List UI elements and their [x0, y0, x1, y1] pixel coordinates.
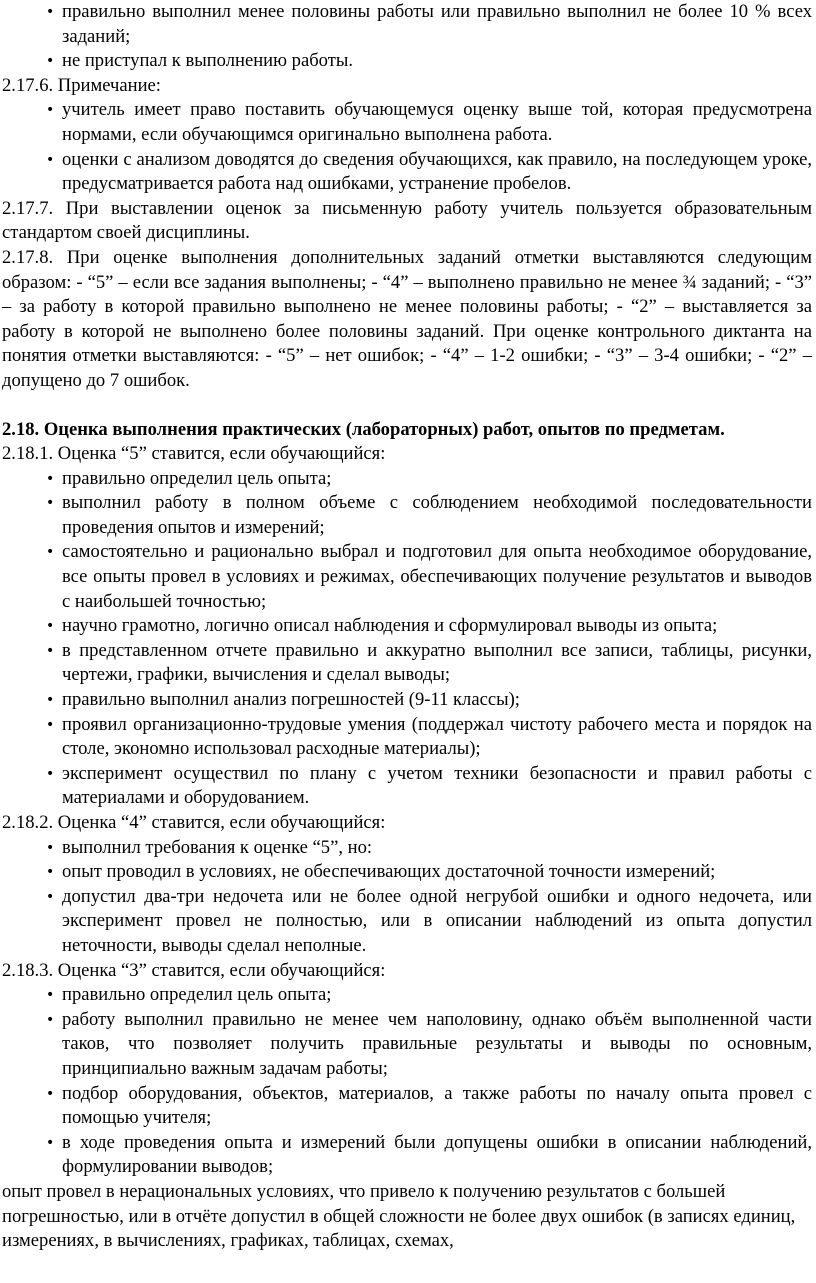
paragraph-2-18-3: 2.18.3. Оценка “3” ставится, если обучающийся:	[2, 959, 386, 981]
list-item: • эксперимент осуществил по плану с учетом техники безопасности и правил работы с материалами и оборудованием.	[2, 762, 812, 811]
list-item: • допустил два-три недочета или не более одной негрубой ошибки и одного недочета, или эксперимент провел не полностью, или в описании наблюдений из опыта допустил неточности, выводы сделал неполные.	[2, 885, 812, 959]
list-item: • учитель имеет право поставить обучающемуся оценку выше той, которая предусмотрена нормами, если обучающимся оригинально выполнена работа.	[2, 98, 812, 147]
list-item: • правильно выполнил менее половины работы или правильно выполнил не более 10 % всех заданий;	[2, 0, 812, 49]
list-item: • подбор оборудования, объектов, материалов, а также работы по началу опыта провел с помощью учителя;	[2, 1082, 812, 1131]
paragraph-2-17-6: 2.17.6. Примечание:	[2, 74, 161, 96]
paragraph-final: опыт провел в нерациональных условиях, что привело к получению результатов с большей погрешностью, или в отчёте допустил в общей сложности не более двух ошибок (в записях единиц, измерениях, в вычислениях, графиках, таблицах, схемах,	[2, 1180, 796, 1252]
list-item: • правильно выполнил анализ погрешностей (9-11 классы);	[2, 688, 812, 713]
list-item: • работу выполнил правильно не менее чем наполовину, однако объём выполненной части таков, что позволяет получить правильные результаты и выводы по основным, принципиально важным задачам работы;	[2, 1008, 812, 1082]
section-heading-2-18: 2.18. Оценка выполнения практических (лабораторных) работ, опытов по предметам.	[2, 418, 725, 440]
paragraph-2-17-8: 2.17.8. При оценке выполнения дополнительных заданий отметки выставляются следующим образом: - “5” – если все задания выполнены; - “4” – выполнено правильно не менее ¾ заданий; - “3” – за работу в которой правильно выполнено не менее половины работы; - “2” – выставляется за работу в которой не выполнено более половины заданий. При оценке контрольного диктанта на понятия отметки выставляются: - “5” – нет ошибок; - “4” – 1-2 ошибки; - “3” – 3-4 ошибки; - “2” – допущено до 7 ошибок.	[2, 246, 812, 391]
list-item: • в ходе проведения опыта и измерений были допущены ошибки в описании наблюдений, формулировании выводов;	[2, 1131, 812, 1180]
list-item: • правильно определил цель опыта;	[2, 983, 812, 1008]
list-item: • опыт проводил в условиях, не обеспечивающих достаточной точности измерений;	[2, 860, 812, 885]
paragraph-2-18-1: 2.18.1. Оценка “5” ставится, если обучающийся:	[2, 443, 386, 465]
list-item: • правильно определил цель опыта;	[2, 467, 812, 492]
list-item: • в представленном отчете правильно и аккуратно выполнил все записи, таблицы, рисунки, чертежи, графики, вычисления и сделал выводы;	[2, 639, 812, 688]
list-item: • выполнил работу в полном объеме с соблюдением необходимой последовательности проведения опытов и измерений;	[2, 491, 812, 540]
paragraph-2-18-2: 2.18.2. Оценка “4” ставится, если обучающийся:	[2, 812, 386, 833]
list-item: • самостоятельно и рационально выбрал и подготовил для опыта необходимое оборудование, все опыты провел в условиях и режимах, обеспечивающих получение результатов и выводов с наибольшей точностью;	[2, 540, 812, 614]
list-item: • проявил организационно-трудовые умения (поддержал чистоту рабочего места и порядок на столе, экономно использовал расходные материалы);	[2, 713, 812, 762]
list-item: • выполнил требования к оценке “5”, но:	[2, 836, 812, 861]
paragraph-2-17-7: 2.17.7. При выставлении оценок за письменную работу учитель пользуется образовательным стандартом своей дисциплины.	[2, 197, 812, 244]
spacer	[2, 394, 812, 418]
list-item: • научно грамотно, логично описал наблюдения и сформулировал выводы из опыта;	[2, 614, 812, 639]
list-item: • не приступал к выполнению работы.	[2, 49, 812, 74]
list-item: • оценки с анализом доводятся до сведения обучающихся, как правило, на последующем уроке, предусматривается работа над ошибками, устранение пробелов.	[2, 148, 812, 197]
